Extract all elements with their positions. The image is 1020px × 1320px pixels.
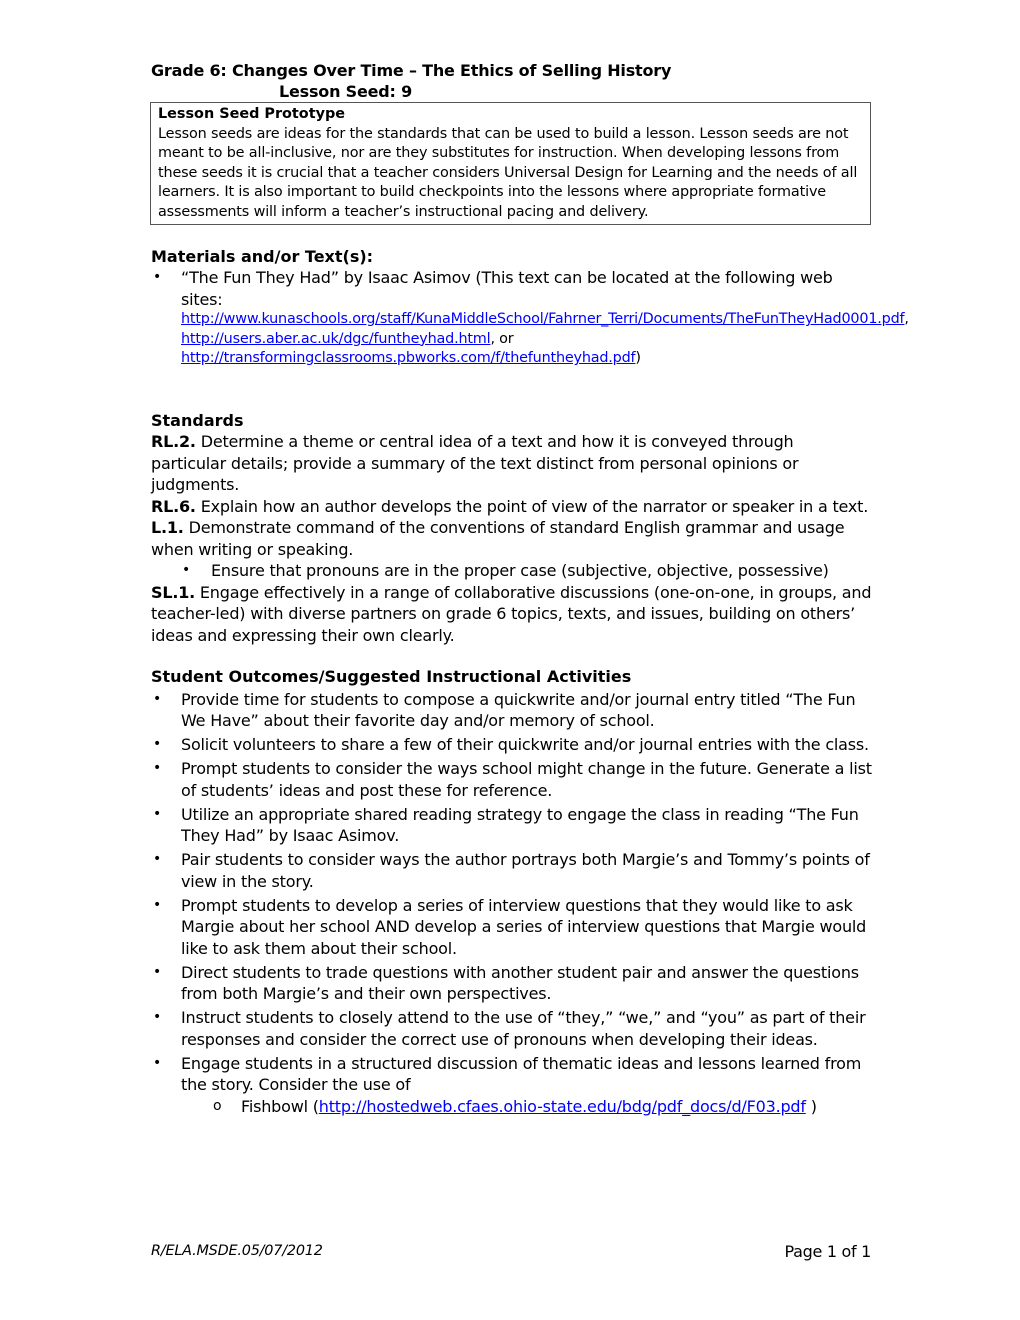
close-paren: ): [805, 1096, 817, 1116]
link-fishbowl[interactable]: http://hostedweb.cfaes.ohio-state.edu/bdg/pdf_docs/d/F03.pdf: [318, 1096, 806, 1116]
list-item-text: Pair students to consider ways the author portrays both Margie’s and Tommy’s points of view in the story.: [181, 850, 870, 891]
list-item-text: Prompt students to develop a series of interview questions that they would like to ask Margie about her school AND develop a series of interview questions that Margie would like to ask them about their school.: [181, 895, 867, 958]
page-footer: [151, 1241, 871, 1263]
list-item: [151, 689, 873, 732]
list-item-text: Prompt students to consider the ways school might change in the future. Generate a list of students’ ideas and post these for reference.: [181, 759, 872, 800]
standard-text: Demonstrate command of the conventions of standard English grammar and usage when writing or speaking.: [151, 518, 845, 559]
list-item: [151, 758, 873, 801]
materials-heading: Materials and/or Text(s):: [151, 246, 374, 266]
standard-l1-sub-bullet: [151, 560, 873, 582]
seed-box-body: Lesson seeds are ideas for the standards that can be used to build a lesson. Lesson seeds are not meant to be all-inclusive, nor are they substitutes for instruction. When developing lessons from these seeds it is crucial that a teacher considers Universal Design for Learning and the needs of all learners. It is also important to build checkpoints into the lessons where appropriate formative assessments will inform a teacher’s instructional pacing and delivery.: [158, 125, 858, 220]
standard-code: RL.6.: [151, 496, 196, 516]
bullet-icon: •: [152, 896, 162, 913]
bullet-icon: •: [182, 562, 191, 579]
list-item: [151, 1053, 873, 1096]
standard-text: Engage effectively in a range of collaborative discussions (one-on-one, in groups, and teacher-led) with diverse partners on grade 6 topics, texts, and issues, building on others’ ideas and expressing their own clearly.: [151, 582, 872, 645]
materials-links: [181, 310, 909, 369]
seed-box-title: Lesson Seed Prototype: [158, 106, 346, 122]
bullet-icon: •: [152, 1054, 162, 1071]
list-item: [151, 962, 873, 1005]
list-item: [151, 734, 873, 756]
close-paren: ): [635, 350, 641, 367]
standard-rl2: [151, 431, 873, 496]
list-item-text: Direct students to trade questions with another student pair and answer the questions from both Margie’s and their own perspectives.: [181, 962, 859, 1004]
outcomes-heading: Student Outcomes/Suggested Instructional Activities: [151, 667, 632, 687]
bullet-icon: •: [152, 963, 162, 980]
list-item: [151, 804, 873, 847]
list-item: [151, 849, 873, 892]
lesson-seed-number: Lesson Seed: 9: [279, 82, 413, 101]
materials-list: [151, 267, 909, 369]
document-page: [151, 60, 909, 1117]
hollow-bullet-icon: o: [213, 1097, 222, 1114]
bullet-icon: •: [152, 269, 162, 286]
standard-l1: [151, 517, 873, 560]
standard-code: SL.1.: [151, 582, 196, 602]
standard-code: RL.2.: [151, 432, 196, 452]
bullet-icon: •: [152, 805, 162, 822]
bullet-icon: •: [152, 851, 162, 868]
standards-heading: Standards: [151, 410, 244, 430]
bullet-icon: •: [152, 1009, 162, 1026]
bullet-icon: •: [152, 736, 162, 753]
materials-item-text: “The Fun They Had” by Isaac Asimov (This text can be located at the following web sites:: [181, 268, 833, 309]
list-item-text: Engage students in a structured discussion of thematic ideas and lessons learned from the story. Consider the use of: [181, 1053, 862, 1095]
materials-item: [151, 267, 909, 369]
lesson-seed-prototype-box: [150, 102, 871, 225]
list-item: [151, 1007, 873, 1050]
bullet-icon: •: [152, 690, 162, 707]
standard-code: L.1.: [151, 518, 184, 538]
fishbowl-sub-item: [151, 1096, 873, 1118]
list-item: [151, 895, 873, 960]
page-number: Page 1 of 1: [784, 1242, 871, 1261]
link-kunaschools[interactable]: http://www.kunaschools.org/staff/KunaMiddleSchool/Fahrner_Terri/Documents/TheFunTheyHad0001.pdf: [181, 311, 905, 328]
list-item-text: Solicit volunteers to share a few of their quickwrite and/or journal entries with the class.: [181, 735, 869, 755]
standard-text: Explain how an author develops the point of view of the narrator or speaker in a text.: [195, 496, 869, 516]
document-title: Grade 6: Changes Over Time – The Ethics of Selling History: [151, 61, 672, 80]
standard-sl1: [151, 582, 873, 647]
link-transformingclassrooms[interactable]: http://transformingclassrooms.pbworks.com/f/thefuntheyhad.pdf: [181, 350, 636, 367]
fishbowl-label: Fishbowl (: [241, 1096, 319, 1116]
standard-text: Determine a theme or central idea of a text and how it is conveyed through particular details; provide a summary of the text distinct from personal opinions or judgments.: [151, 432, 799, 495]
outcomes-list: [151, 689, 873, 1096]
document-id: R/ELA.MSDE.05/07/2012: [151, 1243, 323, 1259]
list-item-text: Provide time for students to compose a quickwrite and/or journal entry titled “The Fun We Have” about their favorite day and/or memory of school.: [181, 689, 856, 731]
list-item-text: Instruct students to closely attend to the use of “they,” “we,” and “you” as part of their responses and consider the correct use of pronouns when developing their ideas.: [181, 1008, 866, 1049]
link-aber[interactable]: http://users.aber.ac.uk/dgc/funtheyhad.html: [181, 330, 491, 347]
sub-bullet-text: Ensure that pronouns are in the proper case (subjective, objective, possessive): [211, 561, 829, 581]
bullet-icon: •: [152, 760, 162, 777]
link-separator: , or: [490, 330, 514, 347]
link-separator: ,: [904, 311, 909, 328]
list-item-text: Utilize an appropriate shared reading strategy to engage the class in reading “The Fun They Had” by Isaac Asimov.: [181, 804, 859, 846]
standard-rl6: [151, 496, 873, 518]
